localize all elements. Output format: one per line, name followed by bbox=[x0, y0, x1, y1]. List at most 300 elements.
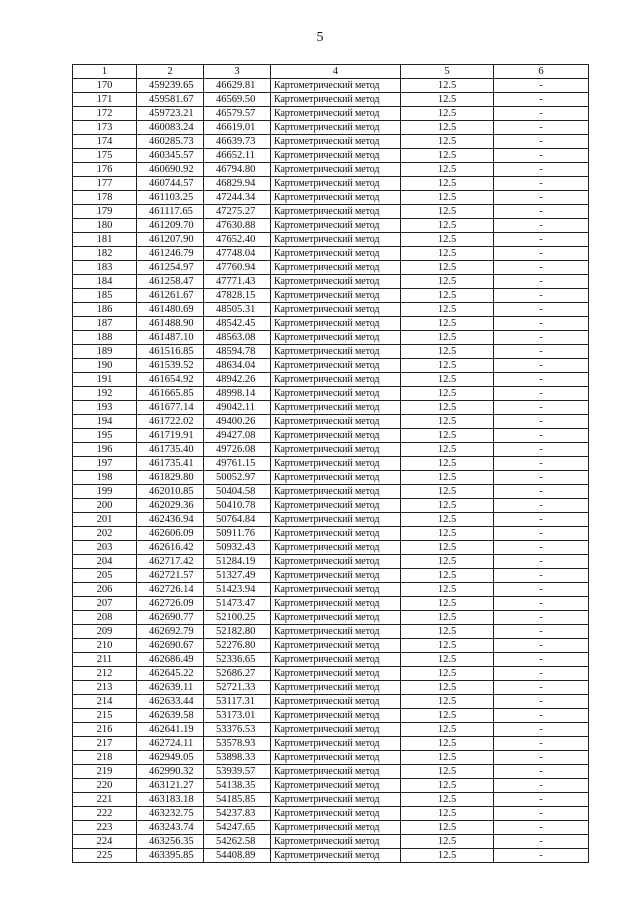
table-row bbox=[73, 625, 589, 639]
accuracy-cell: 12.5 bbox=[401, 107, 494, 121]
accuracy-cell: 12.5 bbox=[401, 807, 494, 821]
y-coordinate-cell: 48505.31 bbox=[204, 303, 271, 317]
accuracy-cell: 12.5 bbox=[401, 401, 494, 415]
method-cell: Картометрический метод bbox=[271, 835, 401, 849]
point-number-cell: 221 bbox=[73, 793, 137, 807]
x-coordinate-cell: 461516.85 bbox=[137, 345, 204, 359]
y-coordinate-cell: 46569.50 bbox=[204, 93, 271, 107]
x-coordinate-cell: 460744.57 bbox=[137, 177, 204, 191]
y-coordinate-cell: 52182.80 bbox=[204, 625, 271, 639]
x-coordinate-cell: 461654.92 bbox=[137, 373, 204, 387]
table-row bbox=[73, 429, 589, 443]
description-cell: - bbox=[494, 611, 589, 625]
description-cell: - bbox=[494, 205, 589, 219]
x-coordinate-cell: 462633.44 bbox=[137, 695, 204, 709]
x-coordinate-cell: 461665.85 bbox=[137, 387, 204, 401]
description-cell: - bbox=[494, 793, 589, 807]
method-cell: Картометрический метод bbox=[271, 79, 401, 93]
description-cell: - bbox=[494, 555, 589, 569]
description-cell: - bbox=[494, 779, 589, 793]
table-row bbox=[73, 331, 589, 345]
table-row bbox=[73, 233, 589, 247]
description-cell: - bbox=[494, 835, 589, 849]
point-number-cell: 209 bbox=[73, 625, 137, 639]
method-cell: Картометрический метод bbox=[271, 541, 401, 555]
table-row bbox=[73, 597, 589, 611]
description-cell: - bbox=[494, 387, 589, 401]
table-row bbox=[73, 485, 589, 499]
table-row bbox=[73, 163, 589, 177]
x-coordinate-cell: 463121.27 bbox=[137, 779, 204, 793]
accuracy-cell: 12.5 bbox=[401, 275, 494, 289]
table-body bbox=[73, 79, 589, 863]
point-number-cell: 203 bbox=[73, 541, 137, 555]
accuracy-cell: 12.5 bbox=[401, 695, 494, 709]
description-cell: - bbox=[494, 527, 589, 541]
description-cell: - bbox=[494, 233, 589, 247]
description-cell: - bbox=[494, 807, 589, 821]
y-coordinate-cell: 53898.33 bbox=[204, 751, 271, 765]
method-cell: Картометрический метод bbox=[271, 331, 401, 345]
method-cell: Картометрический метод bbox=[271, 177, 401, 191]
table-row bbox=[73, 807, 589, 821]
description-cell: - bbox=[494, 471, 589, 485]
accuracy-cell: 12.5 bbox=[401, 513, 494, 527]
table-row bbox=[73, 345, 589, 359]
y-coordinate-cell: 48594.78 bbox=[204, 345, 271, 359]
description-cell: - bbox=[494, 373, 589, 387]
x-coordinate-cell: 461246.79 bbox=[137, 247, 204, 261]
y-coordinate-cell: 47760.94 bbox=[204, 261, 271, 275]
method-cell: Картометрический метод bbox=[271, 807, 401, 821]
x-coordinate-cell: 460285.73 bbox=[137, 135, 204, 149]
x-coordinate-cell: 461735.40 bbox=[137, 443, 204, 457]
method-cell: Картометрический метод bbox=[271, 751, 401, 765]
point-number-cell: 216 bbox=[73, 723, 137, 737]
method-cell: Картометрический метод bbox=[271, 247, 401, 261]
point-number-cell: 175 bbox=[73, 149, 137, 163]
point-number-cell: 223 bbox=[73, 821, 137, 835]
accuracy-cell: 12.5 bbox=[401, 303, 494, 317]
x-coordinate-cell: 462690.77 bbox=[137, 611, 204, 625]
y-coordinate-cell: 52336.65 bbox=[204, 653, 271, 667]
x-coordinate-cell: 462686.49 bbox=[137, 653, 204, 667]
accuracy-cell: 12.5 bbox=[401, 135, 494, 149]
point-number-cell: 197 bbox=[73, 457, 137, 471]
accuracy-cell: 12.5 bbox=[401, 611, 494, 625]
x-coordinate-cell: 459581.67 bbox=[137, 93, 204, 107]
x-coordinate-cell: 460345.57 bbox=[137, 149, 204, 163]
point-number-cell: 213 bbox=[73, 681, 137, 695]
description-cell: - bbox=[494, 219, 589, 233]
table-row bbox=[73, 765, 589, 779]
y-coordinate-cell: 54138.35 bbox=[204, 779, 271, 793]
table-row bbox=[73, 177, 589, 191]
y-coordinate-cell: 54262.58 bbox=[204, 835, 271, 849]
description-cell: - bbox=[494, 275, 589, 289]
x-coordinate-cell: 461488.90 bbox=[137, 317, 204, 331]
accuracy-cell: 12.5 bbox=[401, 541, 494, 555]
accuracy-cell: 12.5 bbox=[401, 359, 494, 373]
point-number-cell: 201 bbox=[73, 513, 137, 527]
description-cell: - bbox=[494, 317, 589, 331]
method-cell: Картометрический метод bbox=[271, 765, 401, 779]
x-coordinate-cell: 461735.41 bbox=[137, 457, 204, 471]
accuracy-cell: 12.5 bbox=[401, 681, 494, 695]
table-row bbox=[73, 849, 589, 863]
method-cell: Картометрический метод bbox=[271, 429, 401, 443]
accuracy-cell: 12.5 bbox=[401, 443, 494, 457]
accuracy-cell: 12.5 bbox=[401, 569, 494, 583]
y-coordinate-cell: 50052.97 bbox=[204, 471, 271, 485]
point-number-cell: 189 bbox=[73, 345, 137, 359]
header-col-1: 1 bbox=[73, 65, 137, 79]
point-number-cell: 180 bbox=[73, 219, 137, 233]
x-coordinate-cell: 463395.85 bbox=[137, 849, 204, 863]
x-coordinate-cell: 461207.90 bbox=[137, 233, 204, 247]
point-number-cell: 194 bbox=[73, 415, 137, 429]
description-cell: - bbox=[494, 289, 589, 303]
table-row bbox=[73, 303, 589, 317]
header-col-3: 3 bbox=[204, 65, 271, 79]
x-coordinate-cell: 462726.09 bbox=[137, 597, 204, 611]
description-cell: - bbox=[494, 345, 589, 359]
accuracy-cell: 12.5 bbox=[401, 793, 494, 807]
y-coordinate-cell: 50410.78 bbox=[204, 499, 271, 513]
point-number-cell: 220 bbox=[73, 779, 137, 793]
header-col-6: 6 bbox=[494, 65, 589, 79]
table-row bbox=[73, 387, 589, 401]
description-cell: - bbox=[494, 429, 589, 443]
accuracy-cell: 12.5 bbox=[401, 779, 494, 793]
coordinates-table bbox=[72, 64, 589, 863]
table-row bbox=[73, 583, 589, 597]
table-row bbox=[73, 121, 589, 135]
accuracy-cell: 12.5 bbox=[401, 233, 494, 247]
x-coordinate-cell: 461103.25 bbox=[137, 191, 204, 205]
point-number-cell: 214 bbox=[73, 695, 137, 709]
point-number-cell: 191 bbox=[73, 373, 137, 387]
method-cell: Картометрический метод bbox=[271, 513, 401, 527]
point-number-cell: 184 bbox=[73, 275, 137, 289]
x-coordinate-cell: 459723.21 bbox=[137, 107, 204, 121]
point-number-cell: 218 bbox=[73, 751, 137, 765]
accuracy-cell: 12.5 bbox=[401, 373, 494, 387]
method-cell: Картометрический метод bbox=[271, 359, 401, 373]
accuracy-cell: 12.5 bbox=[401, 163, 494, 177]
accuracy-cell: 12.5 bbox=[401, 555, 494, 569]
point-number-cell: 211 bbox=[73, 653, 137, 667]
y-coordinate-cell: 53117.31 bbox=[204, 695, 271, 709]
method-cell: Картометрический метод bbox=[271, 219, 401, 233]
point-number-cell: 190 bbox=[73, 359, 137, 373]
x-coordinate-cell: 463183.18 bbox=[137, 793, 204, 807]
method-cell: Картометрический метод bbox=[271, 723, 401, 737]
y-coordinate-cell: 50932.43 bbox=[204, 541, 271, 555]
table-row bbox=[73, 247, 589, 261]
y-coordinate-cell: 47748.04 bbox=[204, 247, 271, 261]
table-row bbox=[73, 709, 589, 723]
point-number-cell: 198 bbox=[73, 471, 137, 485]
description-cell: - bbox=[494, 723, 589, 737]
table-row bbox=[73, 79, 589, 93]
point-number-cell: 219 bbox=[73, 765, 137, 779]
point-number-cell: 196 bbox=[73, 443, 137, 457]
method-cell: Картометрический метод bbox=[271, 205, 401, 219]
y-coordinate-cell: 51284.19 bbox=[204, 555, 271, 569]
y-coordinate-cell: 50404.58 bbox=[204, 485, 271, 499]
x-coordinate-cell: 461209.70 bbox=[137, 219, 204, 233]
description-cell: - bbox=[494, 415, 589, 429]
x-coordinate-cell: 462029.36 bbox=[137, 499, 204, 513]
table-row bbox=[73, 695, 589, 709]
table-row bbox=[73, 443, 589, 457]
point-number-cell: 215 bbox=[73, 709, 137, 723]
method-cell: Картометрический метод bbox=[271, 569, 401, 583]
point-number-cell: 195 bbox=[73, 429, 137, 443]
table-row bbox=[73, 457, 589, 471]
point-number-cell: 212 bbox=[73, 667, 137, 681]
x-coordinate-cell: 462010.85 bbox=[137, 485, 204, 499]
x-coordinate-cell: 463232.75 bbox=[137, 807, 204, 821]
method-cell: Картометрический метод bbox=[271, 121, 401, 135]
method-cell: Картометрический метод bbox=[271, 499, 401, 513]
x-coordinate-cell: 461254.97 bbox=[137, 261, 204, 275]
description-cell: - bbox=[494, 639, 589, 653]
table-row bbox=[73, 639, 589, 653]
x-coordinate-cell: 462690.67 bbox=[137, 639, 204, 653]
description-cell: - bbox=[494, 583, 589, 597]
y-coordinate-cell: 47652.40 bbox=[204, 233, 271, 247]
description-cell: - bbox=[494, 401, 589, 415]
method-cell: Картометрический метод bbox=[271, 821, 401, 835]
y-coordinate-cell: 47771.43 bbox=[204, 275, 271, 289]
description-cell: - bbox=[494, 667, 589, 681]
x-coordinate-cell: 462639.58 bbox=[137, 709, 204, 723]
method-cell: Картометрический метод bbox=[271, 527, 401, 541]
point-number-cell: 210 bbox=[73, 639, 137, 653]
table-row bbox=[73, 107, 589, 121]
accuracy-cell: 12.5 bbox=[401, 835, 494, 849]
table-row bbox=[73, 471, 589, 485]
table-row bbox=[73, 261, 589, 275]
method-cell: Картометрический метод bbox=[271, 667, 401, 681]
table-row bbox=[73, 205, 589, 219]
y-coordinate-cell: 51473.47 bbox=[204, 597, 271, 611]
accuracy-cell: 12.5 bbox=[401, 625, 494, 639]
accuracy-cell: 12.5 bbox=[401, 317, 494, 331]
method-cell: Картометрический метод bbox=[271, 709, 401, 723]
point-number-cell: 187 bbox=[73, 317, 137, 331]
x-coordinate-cell: 462721.57 bbox=[137, 569, 204, 583]
header-col-4: 4 bbox=[271, 65, 401, 79]
table-header-row bbox=[73, 65, 589, 79]
point-number-cell: 179 bbox=[73, 205, 137, 219]
y-coordinate-cell: 46829.94 bbox=[204, 177, 271, 191]
description-cell: - bbox=[494, 499, 589, 513]
description-cell: - bbox=[494, 597, 589, 611]
y-coordinate-cell: 52686.27 bbox=[204, 667, 271, 681]
description-cell: - bbox=[494, 107, 589, 121]
x-coordinate-cell: 462639.11 bbox=[137, 681, 204, 695]
y-coordinate-cell: 50911.76 bbox=[204, 527, 271, 541]
point-number-cell: 182 bbox=[73, 247, 137, 261]
method-cell: Картометрический метод bbox=[271, 793, 401, 807]
point-number-cell: 185 bbox=[73, 289, 137, 303]
method-cell: Картометрический метод bbox=[271, 149, 401, 163]
y-coordinate-cell: 53578.93 bbox=[204, 737, 271, 751]
x-coordinate-cell: 462692.79 bbox=[137, 625, 204, 639]
point-number-cell: 200 bbox=[73, 499, 137, 513]
accuracy-cell: 12.5 bbox=[401, 583, 494, 597]
y-coordinate-cell: 49427.08 bbox=[204, 429, 271, 443]
accuracy-cell: 12.5 bbox=[401, 205, 494, 219]
description-cell: - bbox=[494, 849, 589, 863]
accuracy-cell: 12.5 bbox=[401, 821, 494, 835]
table-row bbox=[73, 499, 589, 513]
description-cell: - bbox=[494, 695, 589, 709]
point-number-cell: 207 bbox=[73, 597, 137, 611]
accuracy-cell: 12.5 bbox=[401, 415, 494, 429]
header-col-2: 2 bbox=[137, 65, 204, 79]
y-coordinate-cell: 49400.26 bbox=[204, 415, 271, 429]
accuracy-cell: 12.5 bbox=[401, 247, 494, 261]
x-coordinate-cell: 463243.74 bbox=[137, 821, 204, 835]
description-cell: - bbox=[494, 751, 589, 765]
y-coordinate-cell: 46652.11 bbox=[204, 149, 271, 163]
y-coordinate-cell: 48634.04 bbox=[204, 359, 271, 373]
table-row bbox=[73, 723, 589, 737]
y-coordinate-cell: 47828.15 bbox=[204, 289, 271, 303]
x-coordinate-cell: 462645.22 bbox=[137, 667, 204, 681]
x-coordinate-cell: 462726.14 bbox=[137, 583, 204, 597]
method-cell: Картометрический метод bbox=[271, 849, 401, 863]
method-cell: Картометрический метод bbox=[271, 471, 401, 485]
accuracy-cell: 12.5 bbox=[401, 261, 494, 275]
method-cell: Картометрический метод bbox=[271, 317, 401, 331]
y-coordinate-cell: 51327.49 bbox=[204, 569, 271, 583]
accuracy-cell: 12.5 bbox=[401, 219, 494, 233]
table-row bbox=[73, 611, 589, 625]
method-cell: Картометрический метод bbox=[271, 583, 401, 597]
point-number-cell: 217 bbox=[73, 737, 137, 751]
table-row bbox=[73, 821, 589, 835]
y-coordinate-cell: 48542.45 bbox=[204, 317, 271, 331]
description-cell: - bbox=[494, 625, 589, 639]
y-coordinate-cell: 54408.89 bbox=[204, 849, 271, 863]
x-coordinate-cell: 462717.42 bbox=[137, 555, 204, 569]
description-cell: - bbox=[494, 135, 589, 149]
page-number: 5 bbox=[316, 30, 324, 45]
x-coordinate-cell: 462990.32 bbox=[137, 765, 204, 779]
x-coordinate-cell: 459239.65 bbox=[137, 79, 204, 93]
accuracy-cell: 12.5 bbox=[401, 471, 494, 485]
accuracy-cell: 12.5 bbox=[401, 653, 494, 667]
method-cell: Картометрический метод bbox=[271, 737, 401, 751]
table-row bbox=[73, 191, 589, 205]
point-number-cell: 177 bbox=[73, 177, 137, 191]
y-coordinate-cell: 48942.26 bbox=[204, 373, 271, 387]
method-cell: Картометрический метод bbox=[271, 233, 401, 247]
method-cell: Картометрический метод bbox=[271, 611, 401, 625]
y-coordinate-cell: 49761.15 bbox=[204, 457, 271, 471]
description-cell: - bbox=[494, 765, 589, 779]
table-row bbox=[73, 569, 589, 583]
x-coordinate-cell: 462641.19 bbox=[137, 723, 204, 737]
header-col-5: 5 bbox=[401, 65, 494, 79]
accuracy-cell: 12.5 bbox=[401, 121, 494, 135]
y-coordinate-cell: 54185.85 bbox=[204, 793, 271, 807]
y-coordinate-cell: 46579.57 bbox=[204, 107, 271, 121]
accuracy-cell: 12.5 bbox=[401, 79, 494, 93]
method-cell: Картометрический метод bbox=[271, 401, 401, 415]
accuracy-cell: 12.5 bbox=[401, 485, 494, 499]
description-cell: - bbox=[494, 93, 589, 107]
table-row bbox=[73, 373, 589, 387]
description-cell: - bbox=[494, 457, 589, 471]
accuracy-cell: 12.5 bbox=[401, 93, 494, 107]
table-row bbox=[73, 793, 589, 807]
x-coordinate-cell: 461117.65 bbox=[137, 205, 204, 219]
table-row bbox=[73, 219, 589, 233]
x-coordinate-cell: 460083.24 bbox=[137, 121, 204, 135]
x-coordinate-cell: 462616.42 bbox=[137, 541, 204, 555]
point-number-cell: 181 bbox=[73, 233, 137, 247]
point-number-cell: 222 bbox=[73, 807, 137, 821]
x-coordinate-cell: 463256.35 bbox=[137, 835, 204, 849]
method-cell: Картометрический метод bbox=[271, 695, 401, 709]
x-coordinate-cell: 461261.67 bbox=[137, 289, 204, 303]
point-number-cell: 183 bbox=[73, 261, 137, 275]
table-row bbox=[73, 667, 589, 681]
point-number-cell: 208 bbox=[73, 611, 137, 625]
x-coordinate-cell: 461677.14 bbox=[137, 401, 204, 415]
table-row bbox=[73, 541, 589, 555]
accuracy-cell: 12.5 bbox=[401, 457, 494, 471]
description-cell: - bbox=[494, 149, 589, 163]
y-coordinate-cell: 46619.01 bbox=[204, 121, 271, 135]
y-coordinate-cell: 53376.53 bbox=[204, 723, 271, 737]
point-number-cell: 224 bbox=[73, 835, 137, 849]
y-coordinate-cell: 50764.84 bbox=[204, 513, 271, 527]
point-number-cell: 173 bbox=[73, 121, 137, 135]
table-row bbox=[73, 751, 589, 765]
y-coordinate-cell: 48563.08 bbox=[204, 331, 271, 345]
method-cell: Картометрический метод bbox=[271, 107, 401, 121]
description-cell: - bbox=[494, 653, 589, 667]
y-coordinate-cell: 49726.08 bbox=[204, 443, 271, 457]
table-row bbox=[73, 653, 589, 667]
accuracy-cell: 12.5 bbox=[401, 191, 494, 205]
description-cell: - bbox=[494, 681, 589, 695]
table-row bbox=[73, 415, 589, 429]
method-cell: Картометрический метод bbox=[271, 443, 401, 457]
description-cell: - bbox=[494, 247, 589, 261]
table-row bbox=[73, 779, 589, 793]
method-cell: Картометрический метод bbox=[271, 555, 401, 569]
y-coordinate-cell: 47630.88 bbox=[204, 219, 271, 233]
y-coordinate-cell: 51423.94 bbox=[204, 583, 271, 597]
y-coordinate-cell: 47244.34 bbox=[204, 191, 271, 205]
x-coordinate-cell: 462724.11 bbox=[137, 737, 204, 751]
accuracy-cell: 12.5 bbox=[401, 429, 494, 443]
point-number-cell: 193 bbox=[73, 401, 137, 415]
accuracy-cell: 12.5 bbox=[401, 667, 494, 681]
description-cell: - bbox=[494, 163, 589, 177]
method-cell: Картометрический метод bbox=[271, 191, 401, 205]
method-cell: Картометрический метод bbox=[271, 93, 401, 107]
accuracy-cell: 12.5 bbox=[401, 849, 494, 863]
